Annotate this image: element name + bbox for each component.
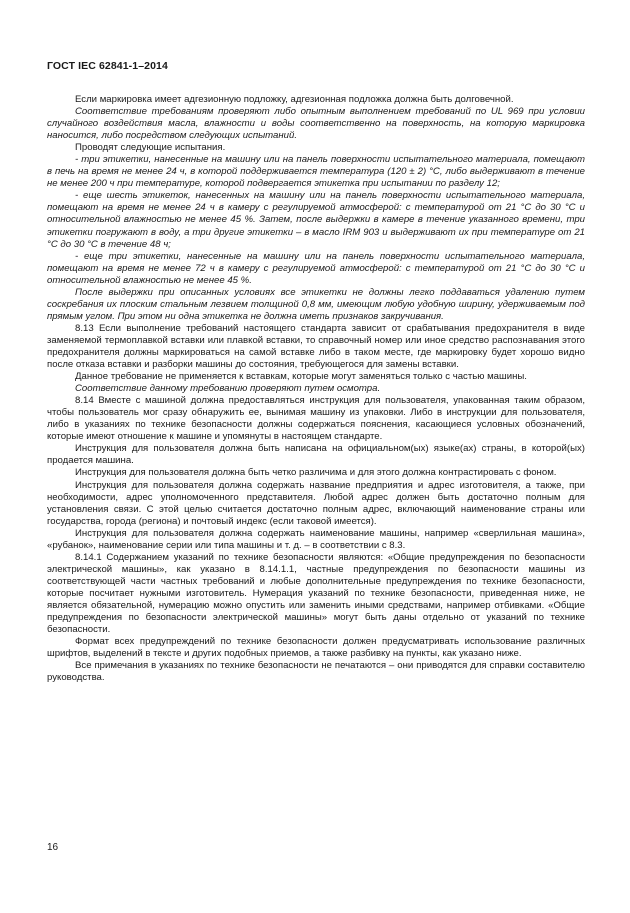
paragraph: Формат всех предупреждений по технике безопасности должен предусматривать использование различных шрифтов, выделений в тексте и других подобных приемов, а также разбивку на пункты, как указано ниже. [47, 636, 585, 660]
page-number: 16 [47, 842, 59, 853]
paragraph: 8.14.1 Содержанием указаний по технике безопасности являются: «Общие предупреждения по безопасности электрической машины», как указано в 8.14.1.1, частные предупреждения по безопасности машины из соответствующей части частных требований и любые дополнительные предупреждения по технике безопасности, которые посчитает нужными изготовитель. Нумерация указаний по технике безопасности, приведенная ниже, не является обязательной, нумерацию можно опустить или заменить иными средствами, например отбивками. «Общие предупреждения по безопасности электрической машины» могут быть даны отдельно от указаний по технике безопасности. [47, 551, 585, 636]
paragraph: Соответствие требованиям проверяют либо опытным выполнением требований по UL 969 при условии случайного воздействия масла, влажности и воды соответственно на поверхность, на которую маркировка наносится, либо посредством следующих испытаний. [47, 106, 585, 142]
paragraph: Соответствие данному требованию проверяют путем осмотра. [75, 383, 381, 395]
paragraph: Проводят следующие испытания. [75, 142, 226, 154]
paragraph: - три этикетки, нанесенные на машину или на панель поверхности испытательного материала, помещают в печь на время не менее 24 ч, в которой поддерживается температура (120 ± 2) °С, либо выдерживают в течение не менее 200 ч при температуре, которой подвергается этикетка при испытании по разделу 12; [47, 154, 585, 190]
paragraph: Инструкция для пользователя должна содержать название предприятия и адрес изготовителя, а также, при необходимости, адрес уполномоченного представителя. Любой адрес должен быть достаточно полным для установления связи. С этой целью считается достаточно полным адрес, включающий наименование страны или государства, города (региона) и почтовый индекс (если таковой имеется). [47, 479, 585, 527]
document-body [47, 94, 585, 684]
paragraph: - еще три этикетки, нанесенные на машину или на панель поверхности испытательного материала, помещают на время не менее 72 ч в камеру с регулируемой атмосферой: с температурой от 21 °С до 30 °С и относительной влажностью не менее 45 %. [47, 250, 585, 286]
paragraph: Инструкция для пользователя должна содержать наименование машины, например «сверлильная машина», «рубанок», наименование серии или типа машины и т. д. – в соответствии с 8.3. [47, 527, 585, 551]
paragraph: Инструкция для пользователя должна быть четко различима и для этого должна контрастировать с фоном. [75, 467, 557, 479]
document-header: ГОСТ IEC 62841-1–2014 [47, 60, 168, 72]
paragraph: Данное требование не применяется к вставкам, которые могут заменяться только с частью машины. [75, 371, 527, 383]
paragraph: Инструкция для пользователя должна быть написана на официальном(ых) языке(ах) страны, в которой(ых) продается машина. [47, 443, 585, 467]
paragraph: 8.14 Вместе с машиной должна предоставляться инструкция для пользователя, упакованная таким образом, чтобы пользователь мог сразу обнаружить ее, вынимая машину из упаковки. Либо в инструкции для пользователя, либо в указаниях по технике безопасности должны содержаться пояснения, касающиеся условных обозначений, которые имеют отношение к машине и упомянуты в настоящем стандарте. [47, 395, 585, 443]
paragraph: Если маркировка имеет адгезионную подложку, адгезионная подложка должна быть долговечной. [75, 94, 514, 105]
paragraph: 8.13 Если выполнение требований настоящего стандарта зависит от срабатывания предохранителя в виде заменяемой термоплавкой вставки или плавкой вставки, то справочный номер или иное средство распознавания этого предохранителя должны маркироваться на самой вставке либо в таком месте, где маркировку будет хорошо видно после отказа вставки и разборки машины до состояния, требующегося для замены вставки. [47, 322, 585, 371]
paragraph: После выдержки при описанных условиях все этикетки не должны легко поддаваться удалению путем соскребания их плоским стальным лезвием толщиной 0,8 мм, имеющим любую удобную ширину, удерживаемым под прямым углом. При этом ни одна этикетка не должна иметь признаков закручивания. [47, 286, 585, 322]
paragraph: - еще шесть этикеток, нанесенных на машину или на панель поверхности испытательного материала, помещают на время не менее 24 ч в камеру с регулируемой атмосферой: с температурой от 21 °С до 30 °С и относительной влажностью не менее 45 %. Затем, после выдержки в камере в течение указанного времени, три этикетки погружают в воду, а три другие этикетки – в масло IRM 903 и выдерживают их при температуре от 21 °С до 30 °С в течение 48 ч; [47, 190, 585, 250]
paragraph: Все примечания в указаниях по технике безопасности не печатаются – они приводятся для справки составителю руководства. [47, 660, 585, 684]
